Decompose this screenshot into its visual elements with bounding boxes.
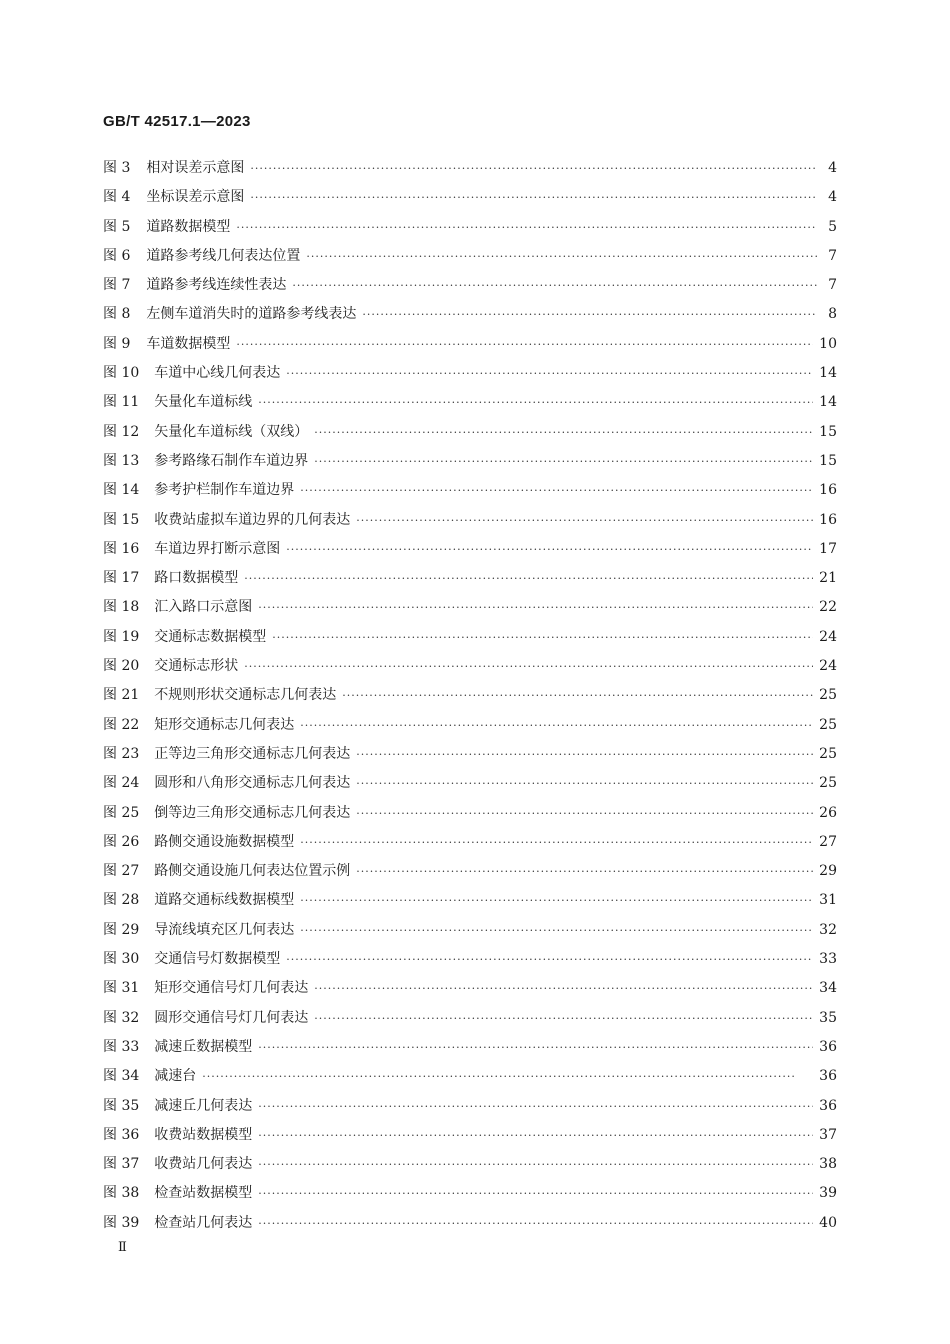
figure-title: 收费站几何表达	[154, 1156, 253, 1173]
leader-dots	[250, 183, 817, 212]
toc-entry[interactable]	[103, 945, 837, 974]
figure-number: 图 13	[103, 452, 140, 469]
leader-dots	[250, 154, 817, 183]
figure-title: 路口数据模型	[154, 570, 239, 587]
figure-title: 正等边三角形交通标志几何表达	[154, 745, 351, 762]
toc-entry[interactable]	[103, 1150, 837, 1179]
page-number: 37	[819, 1126, 837, 1143]
leader-dots	[236, 330, 813, 359]
toc-entry[interactable]	[103, 183, 837, 212]
figure-number: 图 11	[103, 394, 140, 411]
toc-entry[interactable]	[103, 418, 837, 447]
figure-number: 图 29	[103, 921, 140, 938]
page-number: 22	[819, 599, 837, 616]
figure-title: 交通标志数据模型	[154, 628, 267, 645]
leader-dots	[314, 1004, 813, 1033]
page-number: 25	[819, 716, 837, 733]
figure-number: 图 34	[103, 1068, 140, 1085]
toc-entry[interactable]	[103, 330, 837, 359]
page-number: 32	[819, 921, 837, 938]
figure-title: 不规则形状交通标志几何表达	[154, 687, 337, 704]
page-number: 24	[819, 658, 837, 675]
leader-dots	[258, 1209, 813, 1238]
leader-dots	[314, 447, 813, 476]
figure-title: 道路参考线连续性表达	[146, 277, 287, 294]
leader-dots	[342, 681, 813, 710]
toc-entry[interactable]	[103, 1033, 837, 1062]
page-number: 25	[819, 687, 837, 704]
figure-number: 图 8	[103, 306, 131, 323]
page-number: 38	[819, 1156, 837, 1173]
figure-title: 参考路缘石制作车道边界	[154, 452, 309, 469]
figure-number: 图 3	[103, 160, 131, 176]
toc-entry[interactable]	[103, 799, 837, 828]
figure-number: 图 18	[103, 599, 140, 616]
page-number: 8	[828, 306, 837, 323]
leader-dots	[258, 388, 813, 417]
figure-number: 图 24	[103, 775, 140, 792]
toc-entry[interactable]	[103, 886, 837, 915]
page-number: 5	[828, 218, 837, 235]
leader-dots	[362, 300, 817, 329]
figure-title: 左侧车道消失时的道路参考线表达	[146, 306, 357, 323]
page-number: 16	[819, 511, 837, 528]
toc-entry[interactable]	[103, 652, 837, 681]
figure-number: 图 32	[103, 1009, 140, 1026]
page-number: 15	[819, 423, 837, 440]
page-number: 14	[819, 365, 837, 382]
figure-number: 图 19	[103, 628, 140, 645]
figure-title: 车道数据模型	[146, 335, 231, 352]
figure-title: 减速丘几何表达	[154, 1097, 253, 1114]
toc-entry[interactable]	[103, 388, 837, 417]
page-number: Ⅱ	[118, 1240, 127, 1255]
figure-title: 路侧交通设施数据模型	[154, 833, 295, 850]
figure-title: 道路数据模型	[146, 218, 231, 235]
page-number: 25	[819, 745, 837, 762]
leader-dots	[356, 769, 813, 798]
toc-entry[interactable]	[103, 711, 837, 740]
figure-title: 矩形交通信号灯几何表达	[154, 980, 309, 997]
toc-entry[interactable]	[103, 447, 837, 476]
figure-number: 图 28	[103, 892, 140, 909]
toc-entry[interactable]	[103, 1179, 837, 1208]
page-number: 36	[819, 1097, 837, 1114]
toc-entry[interactable]	[103, 916, 837, 945]
leader-dots	[300, 476, 813, 505]
toc-entry[interactable]	[103, 681, 837, 710]
figure-title: 坐标误差示意图	[146, 189, 245, 206]
figure-number: 图 38	[103, 1185, 140, 1202]
figure-title: 道路参考线几何表达位置	[146, 247, 301, 264]
figure-title: 导流线填充区几何表达	[154, 921, 295, 938]
figure-number: 图 5	[103, 218, 131, 235]
leader-dots	[236, 213, 817, 242]
page-number: 36	[819, 1038, 837, 1055]
leader-dots	[202, 1062, 813, 1091]
page-number: 27	[819, 833, 837, 850]
toc-entry[interactable]	[103, 213, 837, 242]
figure-title: 矩形交通标志几何表达	[154, 716, 295, 733]
toc-entry[interactable]	[103, 271, 837, 300]
page-number: 4	[828, 160, 837, 176]
figure-title: 矢量化车道标线	[154, 394, 253, 411]
figure-title: 收费站虚拟车道边界的几何表达	[154, 511, 351, 528]
page-number: 36	[819, 1068, 837, 1085]
figure-title: 汇入路口示意图	[154, 599, 253, 616]
page-number: 33	[819, 951, 837, 968]
page-number: 15	[819, 452, 837, 469]
figure-number: 图 12	[103, 423, 140, 440]
leader-dots	[244, 652, 813, 681]
leader-dots	[286, 945, 813, 974]
toc-entry[interactable]	[103, 476, 837, 505]
figure-title: 矢量化车道标线（双线）	[154, 423, 309, 440]
figure-number: 图 39	[103, 1214, 140, 1231]
figure-number: 图 26	[103, 833, 140, 850]
figure-title: 倒等边三角形交通标志几何表达	[154, 804, 351, 821]
page-number: 7	[828, 247, 837, 264]
leader-dots	[356, 506, 813, 535]
figure-title: 检查站几何表达	[154, 1214, 253, 1231]
leader-dots	[258, 1033, 813, 1062]
figure-number: 图 14	[103, 482, 140, 499]
toc-entry[interactable]	[103, 593, 837, 622]
toc-entry[interactable]	[103, 974, 837, 1003]
toc-entry[interactable]	[103, 506, 837, 535]
page-number: 10	[819, 335, 837, 352]
page-number: 16	[819, 482, 837, 499]
page-number: 34	[819, 980, 837, 997]
toc-entry[interactable]	[103, 1004, 837, 1033]
figure-title: 减速丘数据模型	[154, 1038, 253, 1055]
leader-dots	[356, 799, 813, 828]
page-number: 26	[819, 804, 837, 821]
toc-entry[interactable]	[103, 359, 837, 388]
toc-entry[interactable]	[103, 769, 837, 798]
toc-entry[interactable]	[103, 623, 837, 652]
figure-title: 路侧交通设施几何表达位置示例	[154, 863, 351, 880]
toc-entry[interactable]	[103, 535, 837, 564]
figure-title: 车道边界打断示意图	[154, 540, 281, 557]
toc-entry[interactable]	[103, 1062, 837, 1091]
leader-dots	[356, 740, 813, 769]
toc-entry[interactable]	[103, 300, 837, 329]
figure-title: 交通标志形状	[154, 658, 239, 675]
leader-dots	[314, 418, 813, 447]
figure-title: 车道中心线几何表达	[154, 365, 281, 382]
figure-number: 图 4	[103, 189, 131, 206]
page-number: 24	[819, 628, 837, 645]
toc-entry[interactable]	[103, 1092, 837, 1121]
leader-dots	[258, 1092, 813, 1121]
figure-number: 图 9	[103, 335, 131, 352]
toc-entry[interactable]	[103, 828, 837, 857]
leader-dots	[272, 623, 813, 652]
leader-dots	[300, 916, 813, 945]
figure-title: 交通信号灯数据模型	[154, 951, 281, 968]
leader-dots	[300, 828, 813, 857]
leader-dots	[300, 711, 813, 740]
page-number: 21	[819, 570, 837, 587]
toc-entry[interactable]	[103, 1209, 837, 1238]
figure-list	[103, 154, 837, 1238]
page-number: 39	[819, 1185, 837, 1202]
figure-title: 收费站数据模型	[154, 1126, 253, 1143]
figure-number: 图 15	[103, 511, 140, 528]
figure-title: 减速台	[154, 1068, 197, 1085]
toc-entry[interactable]	[103, 1121, 837, 1150]
figure-number: 图 33	[103, 1038, 140, 1055]
leader-dots	[292, 271, 817, 300]
figure-number: 图 23	[103, 745, 140, 762]
figure-title: 道路交通标线数据模型	[154, 892, 295, 909]
toc-entry[interactable]	[103, 740, 837, 769]
page-number: 7	[828, 277, 837, 294]
page-number: 35	[819, 1009, 837, 1026]
figure-number: 图 36	[103, 1126, 140, 1143]
figure-number: 图 21	[103, 687, 140, 704]
leader-dots	[286, 359, 813, 388]
figure-number: 图 25	[103, 804, 140, 821]
figure-number: 图 22	[103, 716, 140, 733]
page-number: 29	[819, 863, 837, 880]
page-number: 17	[819, 540, 837, 557]
figure-number: 图 10	[103, 365, 140, 382]
leader-dots	[356, 857, 813, 886]
leader-dots	[258, 1121, 813, 1150]
leader-dots	[258, 593, 813, 622]
figure-number: 图 31	[103, 980, 140, 997]
leader-dots	[244, 564, 813, 593]
figure-number: 图 16	[103, 540, 140, 557]
page-number: 25	[819, 775, 837, 792]
leader-dots	[314, 974, 813, 1003]
figure-number: 图 7	[103, 277, 131, 294]
page-number: 14	[819, 394, 837, 411]
toc-entry[interactable]	[103, 154, 837, 183]
page-number: 31	[819, 892, 837, 909]
toc-entry[interactable]	[103, 242, 837, 271]
figure-title: 参考护栏制作车道边界	[154, 482, 295, 499]
figure-title: 圆形和八角形交通标志几何表达	[154, 775, 351, 792]
figure-number: 图 20	[103, 658, 140, 675]
leader-dots	[258, 1179, 813, 1208]
leader-dots	[300, 886, 813, 915]
figure-number: 图 37	[103, 1156, 140, 1173]
leader-dots	[286, 535, 813, 564]
figure-title: 圆形交通信号灯几何表达	[154, 1009, 309, 1026]
toc-entry[interactable]	[103, 857, 837, 886]
toc-entry[interactable]	[103, 564, 837, 593]
standard-code: GB/T 42517.1—2023	[103, 113, 251, 130]
figure-number: 图 35	[103, 1097, 140, 1114]
leader-dots	[306, 242, 817, 271]
figure-number: 图 6	[103, 247, 131, 264]
figure-number: 图 27	[103, 863, 140, 880]
page-number: 4	[828, 189, 837, 206]
figure-title: 相对误差示意图	[146, 160, 245, 176]
leader-dots	[258, 1150, 813, 1179]
page-number: 40	[819, 1214, 837, 1231]
figure-number: 图 30	[103, 951, 140, 968]
figure-title: 检查站数据模型	[154, 1185, 253, 1202]
figure-number: 图 17	[103, 570, 140, 587]
